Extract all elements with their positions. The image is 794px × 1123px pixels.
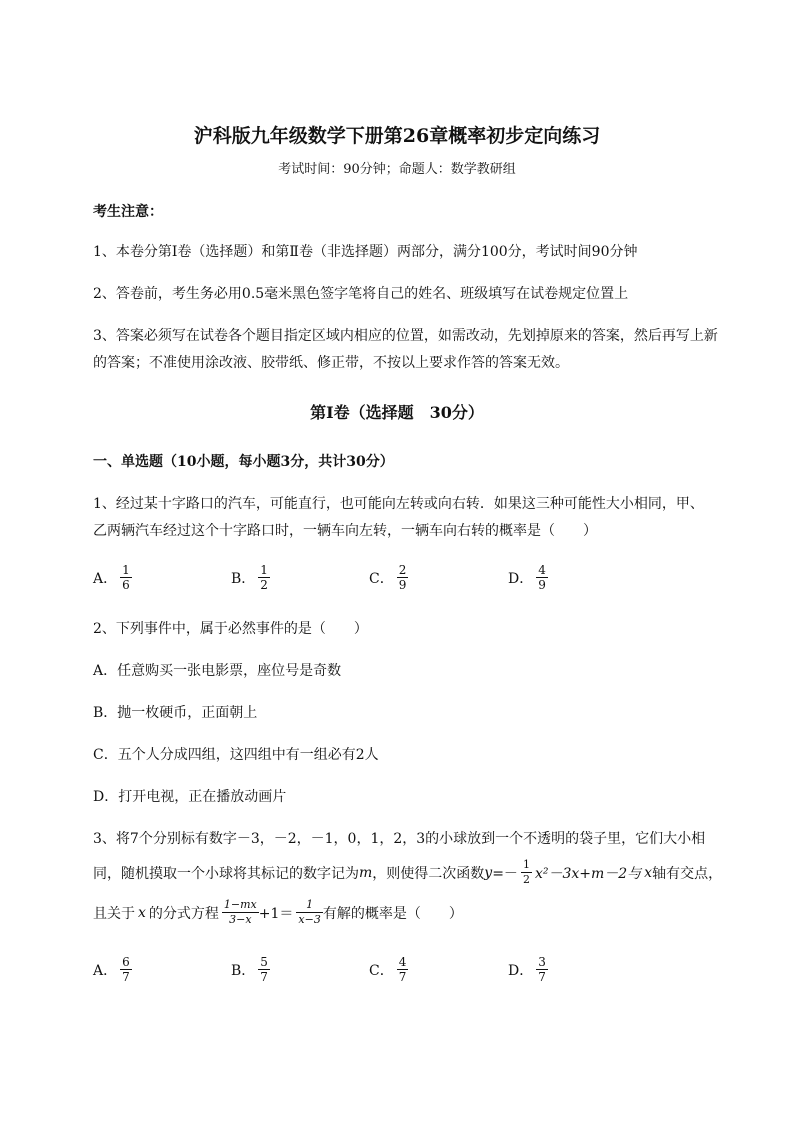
fraction-eq-left: $\frac{1-mx}{3-x}$ [223,898,257,926]
fraction-half: $\frac{1}{2}$ [522,858,530,886]
option-label: D． [508,570,534,587]
option-label: A． [93,962,118,979]
q2-option-c[interactable]: C．五个人分成四组，这四组中有一组必有2人 [93,747,379,763]
part-heading: 一、单选题（10小题，每小题3分，共计30分） [93,454,394,470]
q2-option-b[interactable]: B．抛一枚硬币，正面朝上 [93,705,258,721]
option-label: A． [93,570,118,587]
fraction: $\frac{3}{7}$ [538,955,546,984]
notice-item-2: 2、答卷前，考生务必用0.5毫米黑色签字笔将自己的姓名、班级填写在试卷规定位置上 [93,286,629,302]
page-title: 沪科版九年级数学下册第26章概率初步定向练习 [193,125,601,147]
q3-stem-line1: 3、将7个分别标有数字－3，－2，－1，0，1，2，3的小球放到一个不透明的袋子里，它们大小相 [93,831,706,847]
option-label: B． [231,570,256,587]
notice-item-1: 1、本卷分第I卷（选择题）和第Ⅱ卷（非选择题）两部分，满分100分，考试时间90分钟 [93,244,638,260]
q2-option-a[interactable]: A．任意购买一张电影票，座位号是奇数 [93,663,342,679]
q2-option-d[interactable]: D．打开电视，正在播放动画片 [93,789,287,805]
fraction: $\frac{4}{7}$ [398,955,407,984]
option-label: C． [369,962,394,979]
q1-option-b[interactable] [231,563,270,592]
notice-heading: 考生注意： [93,204,163,220]
fraction: $\frac{6}{7}$ [122,955,130,984]
fraction: $\frac{1}{2}$ [260,563,268,592]
q1-stem-line1: 1、经过某十字路口的汽车，可能直行，也可能向左转或向右转．如果这三种可能性大小相同，甲、 [93,496,704,512]
q1-option-a[interactable] [93,563,132,592]
fraction: $\frac{4}{9}$ [538,563,546,592]
fraction-eq-right: $\frac{1}{x-3}$ [298,898,321,926]
section-title: 第I卷（选择题 30分） [310,403,484,422]
q1-option-c[interactable] [369,563,408,592]
fraction: $\frac{1}{6}$ [122,563,130,592]
q3-option-c[interactable] [369,955,408,984]
notice-item-3-cont: 的答案；不准使用涂改液、胶带纸、修正带，不按以上要求作答的答案无效。 [93,355,569,371]
q1-option-d[interactable] [508,563,548,592]
q3-option-a[interactable] [93,955,132,984]
q3-stem-line2: 同，随机摸取一个小球将其标记的数字记为 m ，则使得二次函数 y =－ $\frac{1}{2}$ x²－3x+m－2与 x 轴有交点， [93,858,723,886]
option-label: D． [508,962,534,979]
q3-option-d[interactable] [508,955,548,984]
q3-stem-line3: 且关于 x 的分式方程 $\frac{1-mx}{3-x}$ +1＝ $\frac{1}{x-3}$ 有解的概率是（ ） [93,898,463,926]
q2-stem: 2、下列事件中，属于必然事件的是（ ） [93,621,368,637]
fraction: $\frac{5}{7}$ [260,955,268,984]
notice-item-3: 3、答案必须写在试卷各个题目指定区域内相应的位置，如需改动，先划掉原来的答案，然后再写上新 [93,328,718,344]
option-label: C． [369,570,394,587]
q1-stem-line2: 乙两辆汽车经过这个十字路口时，一辆车向左转，一辆车向右转的概率是（ ） [93,523,597,539]
exam-info: 考试时间：90分钟；命题人：数学教研组 [278,162,516,177]
option-label: B． [231,962,256,979]
q3-option-b[interactable] [231,955,270,984]
fraction: $\frac{2}{9}$ [398,563,407,592]
